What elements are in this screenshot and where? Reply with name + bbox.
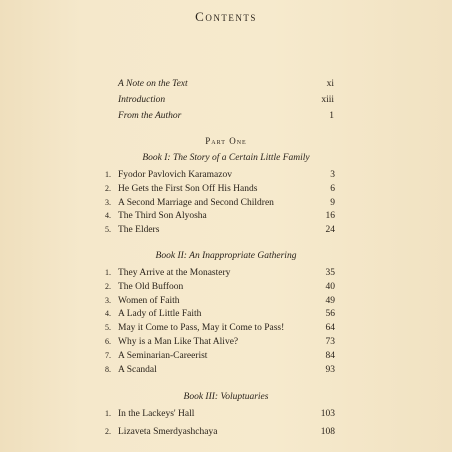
chapter-number: 7. (105, 351, 111, 360)
chapter-title: A Lady of Little Faith (118, 309, 202, 319)
chapter-page: 24 (325, 225, 335, 235)
chapter-entry (105, 225, 335, 235)
chapter-number: 6. (105, 337, 111, 346)
chapter-title: The Old Buffoon (118, 282, 184, 292)
entry-page: xi (326, 79, 334, 89)
book-heading: Book I: The Story of a Certain Little Family (142, 153, 310, 163)
chapter-entry (105, 323, 335, 333)
chapter-title: Women of Faith (118, 296, 180, 306)
chapter-title: A Seminarian-Careerist (118, 351, 208, 361)
chapter-title: He Gets the First Son Off His Hands (118, 184, 258, 194)
chapter-page: 9 (330, 198, 335, 208)
chapter-page: 40 (325, 282, 335, 292)
chapter-page: 103 (320, 409, 335, 419)
chapter-page: 56 (325, 309, 335, 319)
chapter-page: 6 (330, 184, 335, 194)
chapter-entry (105, 351, 335, 361)
chapter-page: 73 (325, 337, 335, 347)
chapter-entry (105, 170, 335, 180)
chapter-title: A Scandal (118, 365, 157, 375)
chapter-entry (105, 409, 335, 419)
chapter-entry (105, 427, 335, 437)
chapter-title: Lizaveta Smerdyashchaya (118, 427, 218, 437)
chapter-title: The Elders (118, 225, 160, 235)
chapter-entry (105, 282, 335, 292)
chapter-number: 2. (105, 427, 111, 436)
chapter-page: 49 (325, 296, 335, 306)
entry-page: xiii (321, 95, 334, 105)
entry-title: From the Author (118, 111, 182, 121)
chapter-entry (105, 184, 335, 194)
chapter-number: 2. (105, 184, 111, 193)
chapter-title: The Third Son Alyosha (118, 211, 207, 221)
chapter-page: 64 (325, 323, 335, 333)
chapter-page: 35 (325, 268, 335, 278)
chapter-title: Why is a Man Like That Alive? (118, 337, 239, 347)
chapter-page: 108 (320, 427, 335, 437)
chapter-entry (105, 296, 335, 306)
chapter-entry (105, 337, 335, 347)
chapter-number: 4. (105, 309, 111, 318)
chapter-number: 1. (105, 170, 111, 179)
front-matter-entry (118, 79, 334, 89)
chapter-entry (105, 198, 335, 208)
entry-title: Introduction (118, 95, 166, 105)
entry-page: 1 (329, 111, 334, 121)
chapter-number: 5. (105, 225, 111, 234)
chapter-number: 4. (105, 211, 111, 220)
chapter-page: 93 (325, 365, 335, 375)
chapter-page: 84 (325, 351, 335, 361)
chapter-title: They Arrive at the Monastery (118, 268, 231, 278)
front-matter-entry (118, 111, 334, 121)
chapter-title: May it Come to Pass, May it Come to Pass! (118, 323, 285, 333)
chapter-entry (105, 365, 335, 375)
chapter-number: 3. (105, 296, 111, 305)
chapter-number: 1. (105, 409, 111, 418)
chapter-number: 5. (105, 323, 111, 332)
chapter-number: 2. (105, 282, 111, 291)
chapter-title: In the Lackeys' Hall (118, 409, 195, 419)
chapter-entry (105, 211, 335, 221)
chapter-page: 3 (330, 170, 335, 180)
chapter-title: Fyodor Pavlovich Karamazov (118, 170, 232, 180)
chapter-page: 16 (325, 211, 335, 221)
page-title: Contents (195, 9, 257, 24)
chapter-title: A Second Marriage and Second Children (118, 198, 274, 208)
book-heading: Book II: An Inappropriate Gathering (155, 251, 297, 261)
book-heading: Book III: Voluptuaries (183, 392, 269, 402)
part-heading: Part One (205, 136, 247, 146)
chapter-number: 3. (105, 198, 111, 207)
front-matter-entry (118, 95, 334, 105)
chapter-number: 8. (105, 365, 111, 374)
chapter-entry (105, 268, 335, 278)
entry-title: A Note on the Text (118, 79, 188, 89)
chapter-number: 1. (105, 268, 111, 277)
chapter-entry (105, 309, 335, 319)
